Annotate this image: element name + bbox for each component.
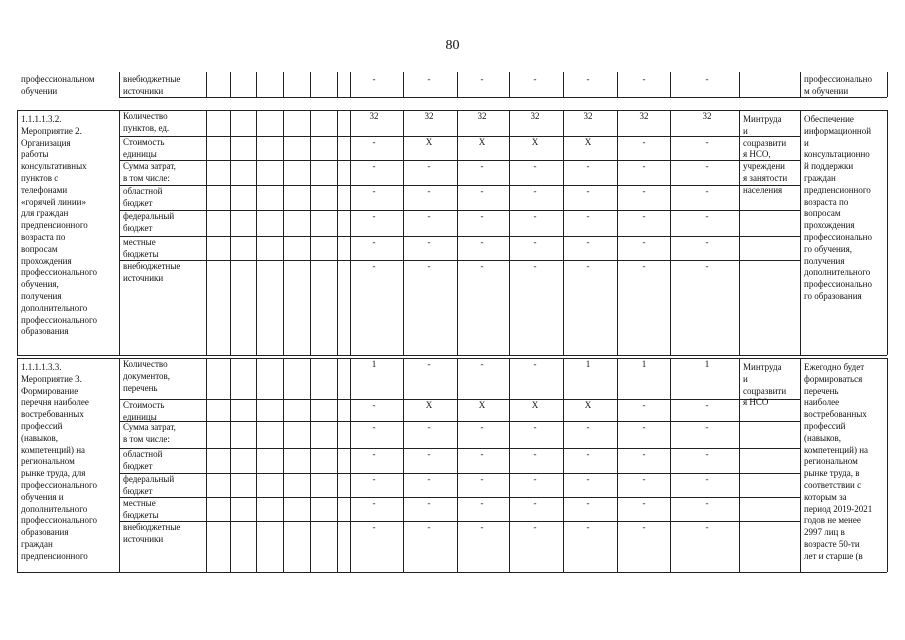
result-text: го обучения, bbox=[804, 243, 852, 254]
column-divider bbox=[670, 110, 671, 355]
indicator-label: местные bbox=[123, 237, 156, 247]
measure-title-text: телефонами bbox=[21, 184, 68, 195]
value-cell: - bbox=[533, 422, 537, 432]
result-text: Ежегодно будет bbox=[804, 362, 865, 372]
column-divider bbox=[206, 110, 207, 355]
executor-text: населения bbox=[743, 184, 783, 195]
value-cell: - bbox=[586, 522, 590, 532]
value-cell: - bbox=[480, 359, 484, 369]
measure-title-text: профессионального bbox=[21, 480, 97, 490]
measure-title-text: региональном bbox=[21, 456, 75, 467]
value-cell: - bbox=[427, 449, 431, 459]
measure-title-text: пунктов с bbox=[21, 173, 59, 183]
column-divider bbox=[563, 110, 564, 355]
measure-title-text: предпенсионного bbox=[21, 220, 88, 231]
result-text: соответствии с bbox=[804, 480, 862, 490]
column-divider bbox=[617, 110, 618, 355]
table-border-right bbox=[887, 358, 888, 572]
column-divider bbox=[119, 358, 120, 572]
indicator-label: источники bbox=[123, 533, 164, 544]
column-divider bbox=[670, 72, 671, 97]
indicator-label: Стоимость bbox=[123, 400, 165, 410]
indicator-label: источники bbox=[123, 272, 164, 283]
column-divider bbox=[310, 110, 311, 355]
value-cell: - bbox=[705, 449, 709, 459]
measure-title-text: предпенсионного bbox=[21, 550, 88, 561]
value-cell: - bbox=[586, 186, 590, 196]
result-text: граждан bbox=[804, 173, 836, 183]
measure-title-text: работы bbox=[21, 149, 49, 160]
column-divider bbox=[206, 358, 207, 572]
value-cell: - bbox=[533, 449, 537, 459]
value-cell: - bbox=[705, 261, 709, 271]
result-text: профессионально bbox=[804, 279, 872, 290]
indicator-label: бюджет bbox=[123, 485, 153, 496]
result-text: рынке труда, в bbox=[804, 468, 860, 479]
column-divider bbox=[800, 110, 801, 355]
value-cell: - bbox=[705, 237, 709, 247]
executor-text: соцразвити bbox=[743, 137, 787, 148]
column-divider bbox=[337, 72, 338, 97]
value-cell: 32 bbox=[639, 111, 649, 121]
column-divider bbox=[457, 110, 458, 355]
indicator-label: внебюджетные bbox=[123, 522, 181, 532]
value-cell: - bbox=[705, 498, 709, 508]
column-divider bbox=[563, 72, 564, 97]
result-text: го образования bbox=[804, 291, 862, 301]
column-divider bbox=[509, 110, 510, 355]
column-divider bbox=[617, 358, 618, 572]
value-cell: - bbox=[372, 211, 376, 221]
value-cell: - bbox=[372, 422, 376, 432]
measure-title-text: обучения, bbox=[21, 279, 59, 290]
result-text: региональном bbox=[804, 456, 858, 467]
value-cell: - bbox=[533, 74, 537, 84]
indicator-label: Сумма затрат, bbox=[123, 161, 176, 171]
value-cell: - bbox=[586, 237, 590, 247]
measure-title-text: профессионального bbox=[21, 515, 97, 526]
result-text: предпенсионного bbox=[804, 184, 871, 195]
value-cell: 32 bbox=[369, 111, 379, 121]
value-cell: - bbox=[586, 211, 590, 221]
column-divider bbox=[350, 110, 351, 355]
measure-title-text: (навыков, bbox=[21, 432, 59, 443]
measure-title-text: востребованных bbox=[21, 409, 84, 420]
measure-title-text: консультативных bbox=[21, 161, 87, 172]
value-cell: - bbox=[480, 449, 484, 459]
column-divider bbox=[509, 358, 510, 572]
value-cell: - bbox=[372, 474, 376, 484]
result-text: прохождения bbox=[804, 220, 855, 231]
value-cell: - bbox=[427, 474, 431, 484]
result-text: Обеспечение bbox=[804, 114, 854, 124]
result-text: перечень bbox=[804, 385, 839, 396]
column-divider bbox=[739, 358, 740, 572]
value-cell: - bbox=[642, 137, 646, 147]
measure-title-text: граждан bbox=[21, 539, 53, 549]
column-divider bbox=[350, 358, 351, 572]
result-text: компетенций) на bbox=[804, 444, 869, 455]
result-text: й поддержки bbox=[804, 161, 854, 172]
value-cell: 1 bbox=[371, 359, 377, 369]
column-divider bbox=[310, 358, 311, 572]
value-cell: - bbox=[533, 474, 537, 484]
value-cell: - bbox=[642, 74, 646, 84]
column-divider bbox=[617, 72, 618, 97]
value-cell: - bbox=[372, 449, 376, 459]
value-cell: - bbox=[586, 449, 590, 459]
value-cell: - bbox=[480, 498, 484, 508]
indicator-label: бюджеты bbox=[123, 509, 159, 520]
result-text: которым за bbox=[804, 491, 847, 502]
value-cell: - bbox=[480, 261, 484, 271]
executor-text: я НСО, bbox=[743, 149, 771, 160]
value-cell: - bbox=[705, 186, 709, 196]
page-number: 80 bbox=[445, 38, 460, 53]
column-divider bbox=[283, 72, 284, 97]
value-cell: 1 bbox=[704, 359, 710, 369]
value-cell: - bbox=[372, 261, 376, 271]
measure-title-text: прохождения bbox=[21, 255, 72, 266]
value-cell: Х bbox=[584, 400, 592, 410]
table-border-right bbox=[887, 110, 888, 355]
measure-title-text: образования bbox=[21, 326, 69, 337]
value-cell: - bbox=[533, 522, 537, 532]
column-divider bbox=[403, 110, 404, 355]
column-divider bbox=[670, 358, 671, 572]
indicator-label: бюджет bbox=[123, 222, 153, 233]
result-text: возраста по bbox=[804, 196, 849, 207]
measure-title-text: обучения и bbox=[21, 491, 64, 502]
value-cell: - bbox=[372, 498, 376, 508]
result-text: годов не менее bbox=[804, 515, 861, 526]
indicator-label: единицы bbox=[123, 411, 157, 422]
result-text: дополнительного bbox=[804, 267, 871, 278]
value-cell: Х bbox=[531, 137, 539, 147]
value-cell: - bbox=[480, 237, 484, 247]
value-cell: - bbox=[427, 161, 431, 171]
value-cell: - bbox=[705, 522, 709, 532]
result-text: формироваться bbox=[804, 373, 863, 384]
value-cell: - bbox=[480, 211, 484, 221]
indicator-label: Количество bbox=[123, 111, 168, 121]
measure-title-text: профессий bbox=[21, 421, 63, 431]
value-cell: - bbox=[427, 498, 431, 508]
value-cell: - bbox=[427, 74, 431, 84]
value-cell: - bbox=[705, 211, 709, 221]
value-cell: - bbox=[586, 422, 590, 432]
value-cell: - bbox=[705, 422, 709, 432]
executor-text: Минтруда bbox=[743, 362, 782, 372]
measure-title-text: получения bbox=[21, 291, 62, 301]
value-cell: - bbox=[372, 137, 376, 147]
column-divider bbox=[887, 72, 888, 97]
column-divider bbox=[563, 358, 564, 572]
value-cell: - bbox=[586, 474, 590, 484]
indicator-label: федеральный bbox=[123, 211, 175, 221]
column-divider bbox=[800, 358, 801, 572]
result-text: 2997 лиц в bbox=[804, 527, 845, 538]
value-cell: - bbox=[480, 74, 484, 84]
executor-text: я НСО bbox=[743, 397, 769, 408]
value-cell: 32 bbox=[530, 111, 540, 121]
value-cell: - bbox=[642, 261, 646, 271]
column-divider bbox=[739, 110, 740, 355]
value-cell: - bbox=[642, 211, 646, 221]
value-cell: - bbox=[372, 522, 376, 532]
value-cell: - bbox=[586, 74, 590, 84]
value-cell: 32 bbox=[702, 111, 712, 121]
indicator-label: областной bbox=[123, 186, 163, 196]
result-text: востребованных bbox=[804, 409, 867, 420]
column-divider bbox=[256, 110, 257, 355]
result-text: возрасте 50-ти bbox=[804, 539, 860, 549]
value-cell: - bbox=[372, 161, 376, 171]
result-text: информационной bbox=[804, 125, 872, 136]
executor-text: учреждени bbox=[743, 161, 785, 172]
value-cell: - bbox=[533, 237, 537, 247]
value-cell: - bbox=[642, 522, 646, 532]
value-cell: - bbox=[427, 211, 431, 221]
result-text: получения bbox=[804, 255, 845, 266]
value-cell: Х bbox=[478, 137, 486, 147]
value-cell: - bbox=[705, 137, 709, 147]
value-cell: - bbox=[533, 498, 537, 508]
indicator-label: федеральный bbox=[123, 474, 175, 484]
measure-title-text: Формирование bbox=[21, 385, 79, 396]
value-cell: - bbox=[427, 522, 431, 532]
measure-title-text: Мероприятие 2. bbox=[21, 125, 82, 136]
value-cell: - bbox=[372, 74, 376, 84]
value-cell: - bbox=[642, 498, 646, 508]
measure-title-text: дополнительного bbox=[21, 302, 88, 313]
measure-title-text: Организация bbox=[21, 137, 71, 148]
measure-title-text: рынке труда, для bbox=[21, 468, 86, 479]
column-divider bbox=[230, 358, 231, 572]
value-cell: - bbox=[642, 400, 646, 410]
value-cell: - bbox=[427, 186, 431, 196]
column-divider bbox=[403, 72, 404, 97]
measure-title-text: профессионального bbox=[21, 314, 97, 325]
executor-text: и bbox=[743, 373, 748, 384]
value-cell: 32 bbox=[583, 111, 593, 121]
value-cell: Х bbox=[531, 400, 539, 410]
value-cell: - bbox=[705, 161, 709, 171]
measure-title-text: компетенций) на bbox=[21, 444, 86, 455]
column-divider bbox=[119, 72, 120, 97]
measure-title-text: образования bbox=[21, 527, 69, 538]
value-cell: - bbox=[533, 211, 537, 221]
result-text: профессионально bbox=[804, 74, 872, 84]
value-cell: - bbox=[480, 186, 484, 196]
result-text: профессионально bbox=[804, 232, 872, 242]
indicator-label: в том числе: bbox=[123, 172, 170, 183]
column-divider bbox=[256, 358, 257, 572]
column-divider bbox=[283, 110, 284, 355]
indicator-label: внебюджетные bbox=[123, 74, 181, 84]
indicator-label: Сумма затрат, bbox=[123, 422, 176, 432]
result-text: вопросам bbox=[804, 208, 841, 219]
result-text: лет и старше (в bbox=[804, 550, 863, 561]
value-cell: 1 bbox=[585, 359, 591, 369]
measure-title-text: для граждан bbox=[21, 208, 69, 219]
indicator-label: бюджет bbox=[123, 460, 153, 471]
result-text: период 2019-2021 bbox=[804, 503, 873, 514]
indicator-label: единицы bbox=[123, 148, 157, 159]
table-border-left bbox=[17, 358, 18, 572]
value-cell: - bbox=[642, 474, 646, 484]
column-divider bbox=[230, 72, 231, 97]
indicator-label: источники bbox=[123, 85, 164, 96]
measure-title-text: «горячей линии» bbox=[21, 196, 86, 207]
value-cell: Х bbox=[584, 137, 592, 147]
value-cell: Х bbox=[478, 400, 486, 410]
column-divider bbox=[119, 110, 120, 355]
title-cell-text: профессиональном bbox=[21, 74, 95, 84]
value-cell: - bbox=[427, 359, 431, 369]
result-text: наиболее bbox=[804, 397, 840, 408]
column-divider bbox=[206, 72, 207, 97]
column-divider bbox=[337, 110, 338, 355]
value-cell: Х bbox=[425, 137, 433, 147]
value-cell: - bbox=[372, 237, 376, 247]
value-cell: - bbox=[586, 161, 590, 171]
column-divider bbox=[310, 72, 311, 97]
indicator-label: Количество bbox=[123, 359, 168, 369]
value-cell: - bbox=[586, 261, 590, 271]
value-cell: - bbox=[642, 161, 646, 171]
column-divider bbox=[283, 358, 284, 572]
indicator-label: перечень bbox=[123, 382, 158, 393]
value-cell: - bbox=[705, 74, 709, 84]
value-cell: - bbox=[427, 261, 431, 271]
column-divider bbox=[509, 72, 510, 97]
value-cell: - bbox=[480, 522, 484, 532]
executor-text: Минтруда bbox=[743, 114, 782, 124]
row-bottom-border bbox=[119, 97, 887, 98]
measure-title-text: возраста по bbox=[21, 232, 66, 242]
value-cell: - bbox=[533, 359, 537, 369]
value-cell: - bbox=[480, 161, 484, 171]
indicator-label: документов, bbox=[123, 370, 171, 381]
measure-title-text: 1.1.1.1.3.3. bbox=[21, 362, 62, 372]
value-cell: - bbox=[533, 161, 537, 171]
column-divider bbox=[457, 358, 458, 572]
indicator-label: в том числе: bbox=[123, 433, 170, 444]
measure-title-text: 1.1.1.1.3.2. bbox=[21, 114, 62, 124]
column-divider bbox=[739, 72, 740, 97]
measure-title-text: Мероприятие 3. bbox=[21, 373, 82, 384]
indicator-label: внебюджетные bbox=[123, 261, 181, 271]
table-border-left bbox=[17, 110, 18, 355]
value-cell: 1 bbox=[641, 359, 647, 369]
value-cell: 32 bbox=[424, 111, 434, 121]
block-bottom-border bbox=[17, 572, 887, 573]
value-cell: - bbox=[642, 237, 646, 247]
value-cell: - bbox=[705, 400, 709, 410]
column-divider bbox=[350, 72, 351, 97]
value-cell: - bbox=[586, 498, 590, 508]
value-cell: Х bbox=[425, 400, 433, 410]
value-cell: 32 bbox=[477, 111, 487, 121]
indicator-label: бюджет bbox=[123, 197, 153, 208]
result-text: консультационно bbox=[804, 149, 870, 160]
column-divider bbox=[457, 72, 458, 97]
value-cell: - bbox=[705, 474, 709, 484]
value-cell: - bbox=[372, 186, 376, 196]
column-divider bbox=[256, 72, 257, 97]
value-cell: - bbox=[427, 422, 431, 432]
value-cell: - bbox=[642, 449, 646, 459]
value-cell: - bbox=[533, 261, 537, 271]
title-cell-text: обучении bbox=[21, 85, 58, 96]
measure-title-text: дополнительного bbox=[21, 503, 88, 514]
indicator-label: бюджеты bbox=[123, 248, 159, 259]
measure-title-text: профессионального bbox=[21, 267, 97, 278]
column-divider bbox=[403, 358, 404, 572]
result-text: (навыков, bbox=[804, 432, 842, 443]
result-text: м обучении bbox=[804, 85, 849, 96]
block-bottom-border bbox=[17, 355, 887, 356]
indicator-label: местные bbox=[123, 498, 156, 508]
indicator-label: областной bbox=[123, 449, 163, 459]
result-text: и bbox=[804, 137, 809, 148]
column-divider bbox=[230, 110, 231, 355]
value-cell: - bbox=[480, 474, 484, 484]
value-cell: - bbox=[427, 237, 431, 247]
executor-text: и bbox=[743, 125, 748, 136]
value-cell: - bbox=[372, 400, 376, 410]
executor-text: соцразвити bbox=[743, 385, 787, 396]
indicator-label: пунктов, ед. bbox=[123, 122, 170, 133]
result-text: профессий bbox=[804, 421, 846, 431]
column-divider bbox=[800, 72, 801, 97]
column-divider bbox=[337, 358, 338, 572]
indicator-label: Стоимость bbox=[123, 137, 165, 147]
value-cell: - bbox=[642, 422, 646, 432]
value-cell: - bbox=[480, 422, 484, 432]
measure-title-text: вопросам bbox=[21, 243, 58, 254]
executor-text: я занятости bbox=[743, 173, 788, 183]
measure-title-text: перечня наиболее bbox=[21, 397, 89, 408]
value-cell: - bbox=[642, 186, 646, 196]
value-cell: - bbox=[533, 186, 537, 196]
